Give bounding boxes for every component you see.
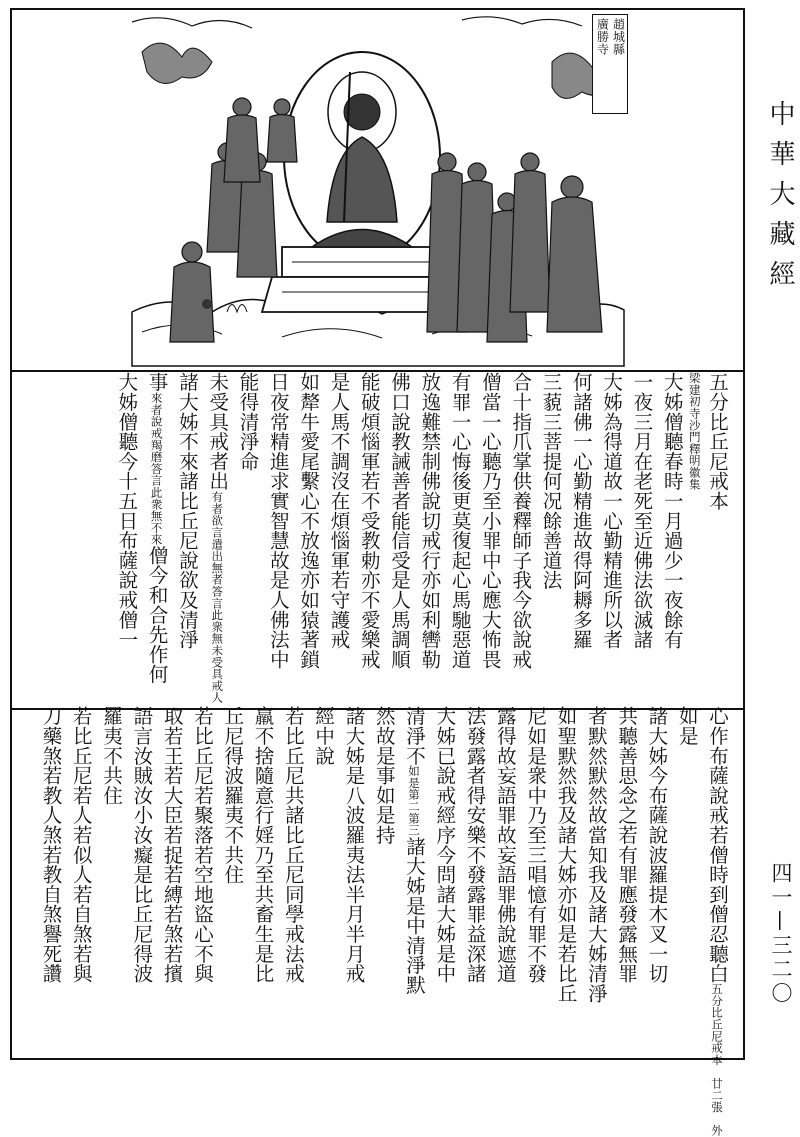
text-column <box>566 372 596 692</box>
column-text: 能得清淨命 <box>236 372 260 471</box>
text-column <box>475 372 505 692</box>
column-text: 如是 <box>675 706 699 746</box>
column-text: 梁建初寺沙門釋明徽集 <box>687 372 702 490</box>
illustration-cartouche <box>592 14 628 114</box>
column-text: 法發露者得安樂不發露罪益深諸 <box>463 706 487 984</box>
page-number: 四一—三二〇 <box>769 862 793 1006</box>
text-column <box>247 706 277 1056</box>
text-column <box>156 706 186 1056</box>
interlinear-note: 來者說戒羯磨答言此衆無不來 <box>149 391 164 546</box>
collection-title: 中華大藏經 <box>765 100 795 300</box>
text-column <box>535 372 565 692</box>
text-column <box>414 372 444 692</box>
text-column <box>429 706 459 1056</box>
text-column <box>656 372 686 692</box>
text-column <box>399 706 429 1056</box>
text-column <box>308 706 338 1056</box>
text-column <box>96 706 126 1056</box>
text-column <box>293 372 323 692</box>
column-text: 然故是事如是持 <box>372 706 396 845</box>
column-text: 未受具戒者出 <box>206 372 230 491</box>
text-column <box>323 372 353 692</box>
text-column <box>202 372 232 704</box>
column-text: 日夜常精進求實智慧故是人佛法中 <box>266 372 290 669</box>
text-column <box>35 706 65 1056</box>
column-text: 諸大姊今布薩說波羅提木叉一切 <box>645 706 669 984</box>
column-text: 事 <box>145 372 169 392</box>
text-column <box>490 706 520 1056</box>
column-text: 五分比丘尼戒本 <box>706 372 729 511</box>
text-column <box>505 372 535 692</box>
text-column <box>596 372 626 692</box>
text-column <box>217 706 247 1056</box>
column-text: 若比丘尼若聚落若空地盜心不與 <box>190 706 214 984</box>
column-text: 是人馬不調沒在煩惱軍若守護戒 <box>327 372 351 650</box>
column-text: 羅夷不共住 <box>100 706 124 805</box>
lower-text-section <box>39 706 732 1137</box>
interlinear-note: 五分比丘尼戒本 廿二張 外 <box>710 983 724 1137</box>
text-column <box>353 372 383 692</box>
cartouche-line: 廣勝寺 <box>595 18 610 56</box>
column-text: 大姊僧聽今十五日布薩說戒僧一 <box>115 372 139 650</box>
text-column <box>459 706 489 1056</box>
column-text: 放逸難禁制佛說切戒行亦如利轡勒 <box>418 372 442 669</box>
interlinear-note: 有者欲言遣出無者答言此衆無未受具戒人 <box>210 490 225 704</box>
column-text: 尼如是衆中乃至三唱憶有罪不發 <box>524 706 548 984</box>
upper-text-section <box>82 372 732 704</box>
column-text: 者默然默然故當知我及諸大姊清淨 <box>584 706 608 1003</box>
column-text: 大姊為得道故一心勤精進所以者 <box>600 372 624 650</box>
text-column <box>338 706 368 1056</box>
column-text: 一夜三月在老死至近佛法欲滅諸 <box>630 372 654 650</box>
column-text: 諸大姊不來諸比丘尼說欲及清淨 <box>175 372 199 650</box>
column-text: 如聖默然我及諸大姊亦如是若比丘 <box>554 706 578 1003</box>
text-column <box>278 706 308 1056</box>
column-text: 若比丘尼共諸比丘尼同學戒法戒 <box>281 706 305 984</box>
column-text: 共聽善思念之若有罪應發露無罪 <box>615 706 639 984</box>
buddha-preaching-illustration <box>132 12 624 366</box>
column-text: 心作布薩說戒若僧時到僧忍聽白 <box>706 706 729 984</box>
column-text: 諸大姊是八波羅夷法半月半月戒 <box>342 706 366 984</box>
column-text: 經中說 <box>312 706 336 766</box>
text-column <box>111 372 141 692</box>
text-column <box>384 372 414 692</box>
column-text: 露得故妄語罪故妄語罪佛說遮道 <box>493 706 517 984</box>
text-column <box>687 372 702 692</box>
column-text: 清淨不 <box>403 706 427 766</box>
frontispiece-illustration <box>132 12 624 366</box>
column-text: 有罪一心悔後更莫復起心馬馳惡道 <box>448 372 472 669</box>
text-column <box>141 372 171 692</box>
text-column <box>232 372 262 692</box>
text-column <box>641 706 671 1056</box>
cartouche-line: 趙城縣 <box>611 18 626 56</box>
text-column <box>126 706 156 1056</box>
text-column <box>550 706 580 1056</box>
text-column <box>444 372 474 692</box>
text-column <box>702 706 732 1137</box>
text-column <box>626 372 656 692</box>
text-column <box>65 706 95 1056</box>
text-column <box>702 372 732 692</box>
column-text: 丘尼得波羅夷不共住 <box>221 706 245 885</box>
column-text: 大姊僧聽春時一月過少一夜餘有 <box>660 372 684 650</box>
text-column <box>611 706 641 1056</box>
column-text: 若比丘尼若人若似人若自煞若與 <box>69 706 93 984</box>
column-text: 如犛牛愛尾繫心不放逸亦如猿著鎖 <box>297 372 321 669</box>
text-column <box>581 706 611 1056</box>
column-text: 取若王若大臣若捉若縛若煞若擯 <box>160 706 184 984</box>
text-column <box>172 372 202 692</box>
column-text: 大姊已說戒經序今問諸大姊是中 <box>433 706 457 984</box>
column-text: 三藐三菩提何况餘善道法 <box>539 372 563 590</box>
column-text: 何諸佛一心勤精進故得阿耨多羅 <box>569 372 593 650</box>
text-column <box>263 372 293 692</box>
column-text: 羸不捨隨意行婬乃至共畜生是比 <box>251 706 275 984</box>
column-text: 合十指爪掌供養釋師子我今欲說戒 <box>509 372 533 669</box>
column-text: 刀藥煞若教人煞若教自煞譽死讚 <box>39 706 63 984</box>
column-text: 能破煩惱軍若不受教勅亦不愛樂戒 <box>357 372 381 669</box>
column-text: 佛口說教誡善者能信受是人馬調順 <box>388 372 412 669</box>
text-column <box>368 706 398 1056</box>
interlinear-note: 如是第二第三 <box>407 765 422 837</box>
text-column <box>520 706 550 1056</box>
column-text-continued: 僧今和合先作何 <box>145 545 169 684</box>
column-text: 僧當一心聽乃至小罪中心應大怖畏 <box>478 372 502 669</box>
text-column <box>671 706 701 1056</box>
column-text-continued: 諸大姊是中清淨默 <box>403 836 427 995</box>
column-text: 語言汝賊汝小汝癡是比丘尼得波 <box>130 706 154 984</box>
text-column <box>187 706 217 1056</box>
